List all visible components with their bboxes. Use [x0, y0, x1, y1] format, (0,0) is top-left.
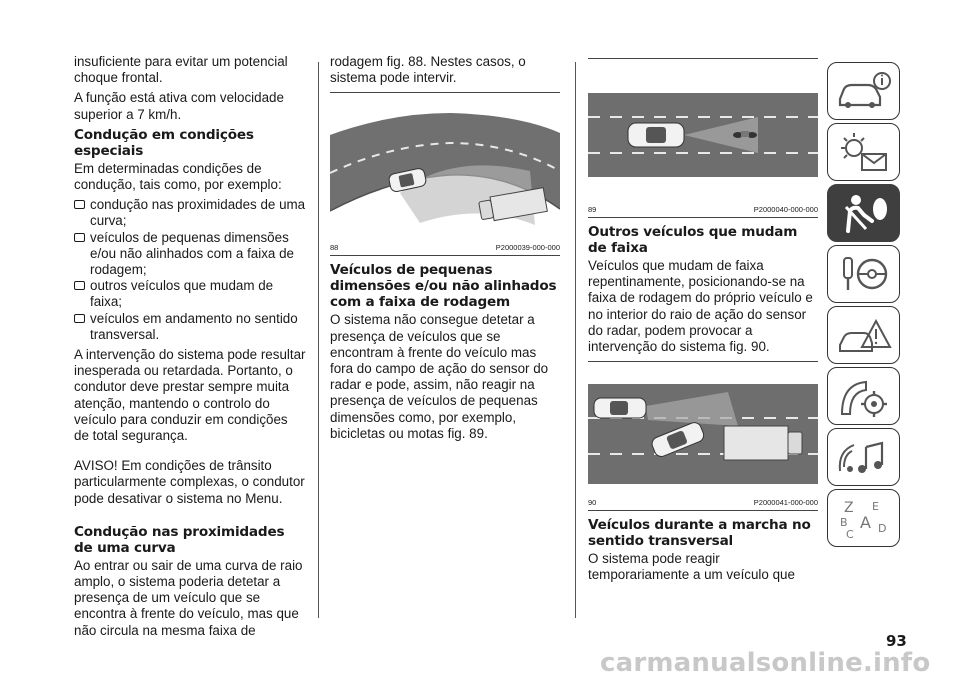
watermark: carmanualsonline.info — [600, 648, 931, 678]
index-letters-icon — [836, 496, 892, 540]
bullet-list — [74, 197, 306, 343]
paragraph: A função está ativa com velocidade superior a 7 km/h. — [74, 90, 284, 122]
maintenance-tools-icon — [836, 374, 892, 418]
checkbox-bullet-icon — [74, 200, 85, 209]
list-item: veículos em andamento no sentido transversal. — [74, 311, 306, 343]
column-divider — [318, 62, 319, 618]
paragraph: Ao entrar ou sair de uma curva de raio amplo, o sistema poderia detetar a presença de um veículo que se encontra à frente do veículo, mas que não circula na mesma faixa de — [74, 557, 303, 638]
page-number: 93 — [886, 632, 907, 650]
figure-number: 89 — [588, 205, 597, 214]
multimedia-icon — [836, 435, 892, 479]
figure-code: P2000039-000-000 — [495, 243, 560, 253]
paragraph: A intervenção do sistema pode resultar inesperada ou retardada. Portanto, o condutor deve prestar sempre muita atenção, mantendo o controlo do veículo para conduzir em condições de total segurança. — [74, 347, 306, 444]
index-letter: Z — [843, 500, 854, 516]
figure-code: P2000040-000-000 — [753, 205, 818, 214]
lane-change-illustration — [588, 362, 818, 498]
figure-88 — [330, 92, 560, 256]
chapter-tabs — [827, 62, 900, 550]
tab-maintenance[interactable] — [827, 367, 900, 425]
paragraph: Em determinadas condições de condução, tais como, por exemplo: — [74, 160, 282, 193]
figure-caption — [330, 243, 560, 255]
emergency-breakdown-icon — [836, 313, 892, 357]
tab-multimedia[interactable] — [827, 428, 900, 486]
list-item: condução nas proximidades de uma curva; — [74, 197, 306, 229]
car-icon — [628, 123, 684, 147]
index-letter: E — [871, 500, 879, 513]
list-item: veículos de pequenas dimensões e/ou não alinhados com a faixa de rodagem; — [74, 230, 306, 279]
index-letter: B — [839, 516, 848, 529]
section-heading: Veículos durante a marcha no sentido transversal — [588, 517, 811, 550]
section-heading: Outros veículos que mudam de faixa — [588, 224, 798, 256]
section-heading: Condução nas proximidades de uma curva — [74, 523, 285, 556]
text-column-2 — [330, 54, 562, 446]
checkbox-bullet-icon — [74, 314, 85, 323]
tab-safety[interactable] — [827, 184, 900, 242]
tab-starting-driving[interactable] — [827, 245, 900, 303]
index-letter: C — [845, 528, 854, 540]
column-divider — [575, 62, 576, 618]
text-column-3 — [588, 54, 818, 588]
car-info-icon — [836, 69, 892, 113]
tab-warning-lights[interactable] — [827, 123, 900, 181]
warning-lights-icon — [836, 130, 892, 174]
paragraph: O sistema pode reagir temporariamente a um veículo que — [588, 551, 795, 583]
index-letter: D — [877, 522, 886, 535]
list-item: outros veículos que mudam de faixa; — [74, 278, 306, 310]
checkbox-bullet-icon — [74, 281, 85, 290]
bicycle-detection-illustration — [588, 59, 818, 205]
figure-89 — [588, 58, 818, 218]
paragraph: rodagem fig. 88. Nestes casos, o sistema pode intervir. — [330, 54, 526, 86]
warning-paragraph: AVISO! Em condições de trânsito particularmente complexas, o condutor pode desativar o sistema no Menu. — [74, 458, 305, 506]
figure-number: 88 — [330, 243, 339, 253]
paragraph: O sistema não consegue detetar a presença de veículos que se encontram à frente do veículo mas fora do campo de ação do sensor do radar e pode, assim, não reagir na presença de veículos de pequenas dimensões como, por exemplo, bicicletas ou motas fig. 89. — [330, 312, 549, 441]
figure-code: P2000041-000-000 — [753, 498, 818, 508]
figure-caption — [588, 205, 818, 217]
paragraph: Veículos que mudam de faixa repentinamente, posicionando-se na faixa de rodagem do próprio veículo e no interior do raio de ação do sensor do radar, podem provocar a intervenção do sistema fig. 90. — [588, 258, 813, 355]
figure-90 — [588, 361, 818, 511]
car-icon — [594, 398, 646, 418]
figure-number: 90 — [588, 498, 597, 508]
curve-road-illustration — [330, 93, 560, 243]
text-column-1 — [74, 54, 306, 643]
safety-airbag-icon — [836, 191, 892, 235]
tab-vehicle-info[interactable] — [827, 62, 900, 120]
checkbox-bullet-icon — [74, 233, 85, 242]
figure-caption — [588, 498, 818, 510]
tab-emergency[interactable] — [827, 306, 900, 364]
driving-key-steering-icon — [836, 252, 892, 296]
section-heading: Condução em condições especiais — [74, 126, 254, 159]
tab-index[interactable] — [827, 489, 900, 547]
section-heading: Veículos de pequenas dimensões e/ou não alinhados com a faixa de rodagem — [330, 262, 557, 311]
index-letter: A — [859, 513, 871, 532]
paragraph: insuficiente para evitar um potencial choque frontal. — [74, 54, 288, 86]
